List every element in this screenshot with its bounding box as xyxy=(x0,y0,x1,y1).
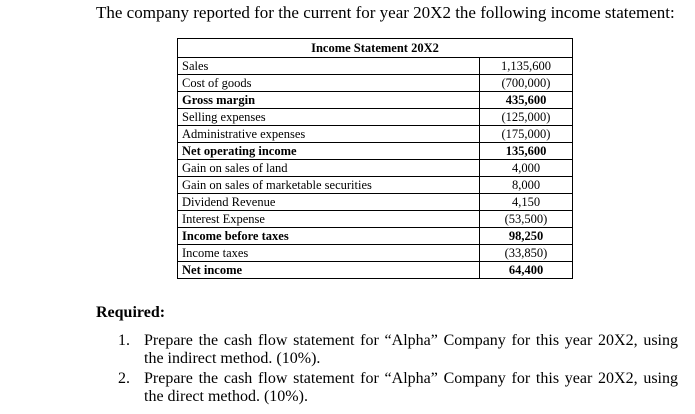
row-label: Net operating income xyxy=(178,143,480,160)
intro-text: The company reported for the current for year 20X2 the following income statement: xyxy=(96,3,675,22)
row-label: Net income xyxy=(178,262,480,279)
row-label: Interest Expense xyxy=(178,211,480,228)
row-value: 135,600 xyxy=(480,143,573,160)
row-value: (700,000) xyxy=(480,75,573,92)
item-number: 1. xyxy=(118,332,130,349)
row-label: Sales xyxy=(178,58,480,75)
row-value: 4,150 xyxy=(480,194,573,211)
row-value: 4,000 xyxy=(480,160,573,177)
row-label: Gain on sales of marketable securities xyxy=(178,177,480,194)
statement-title: Income Statement 20X2 xyxy=(178,39,573,58)
row-value: (53,500) xyxy=(480,211,573,228)
row-value: (33,850) xyxy=(480,245,573,262)
row-value: (175,000) xyxy=(480,126,573,143)
row-label: Income before taxes xyxy=(178,228,480,245)
row-label: Gain on sales of land xyxy=(178,160,480,177)
row-label: Administrative expenses xyxy=(178,126,480,143)
row-label: Income taxes xyxy=(178,245,480,262)
row-label: Cost of goods xyxy=(178,75,480,92)
row-value: 98,250 xyxy=(480,228,573,245)
required-heading: Required: xyxy=(96,304,166,321)
list-item xyxy=(118,332,678,368)
row-value: 435,600 xyxy=(480,92,573,109)
row-value: (125,000) xyxy=(480,109,573,126)
row-label: Gross margin xyxy=(178,92,480,109)
row-value: 8,000 xyxy=(480,177,573,194)
item-text: Prepare the cash flow statement for “Alpha” Company for this year 20X2, using the indirect method. (10%). xyxy=(144,332,678,367)
requirements-list xyxy=(118,332,678,408)
row-value: 1,135,600 xyxy=(480,58,573,75)
item-number: 2. xyxy=(118,370,130,387)
list-item xyxy=(118,370,678,406)
item-text: Prepare the cash flow statement for “Alpha” Company for this year 20X2, using the direct method. (10%). xyxy=(144,370,678,405)
income-statement-table xyxy=(177,38,573,279)
row-label: Dividend Revenue xyxy=(178,194,480,211)
row-label: Selling expenses xyxy=(178,109,480,126)
row-value: 64,400 xyxy=(480,262,573,279)
